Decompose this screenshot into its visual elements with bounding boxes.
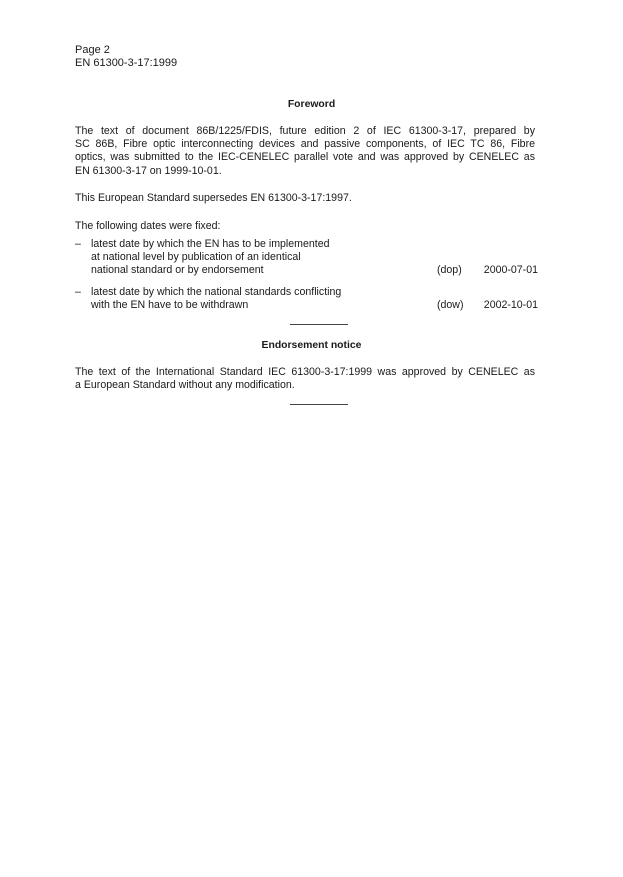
text-line: EN 61300-3-17 on 1999-10-01. bbox=[75, 164, 222, 177]
date-code: (dow) bbox=[437, 299, 464, 311]
foreword-paragraph bbox=[75, 125, 535, 178]
supersedes-paragraph: This European Standard supersedes EN 61300-3-17:1997. bbox=[75, 192, 352, 204]
dates-intro: The following dates were fixed: bbox=[75, 220, 221, 232]
text-line: optics, was submitted to the IEC-CENELEC parallel vote and was approved by CENELEC as bbox=[75, 151, 535, 164]
text-line: latest date by which the national standards conflicting bbox=[91, 286, 342, 298]
text-line: with the EN have to be withdrawn bbox=[91, 299, 249, 311]
date-value: 2000-07-01 bbox=[483, 264, 538, 276]
text-line: SC 86B, Fibre optic interconnecting devices and passive components, of IEC TC 86, Fibre bbox=[75, 138, 535, 151]
text-line: national standard or by endorsement bbox=[91, 264, 264, 276]
text-line: a European Standard without any modification. bbox=[75, 379, 295, 392]
text-line: The text of document 86B/1225/FDIS, future edition 2 of IEC 61300-3-17, prepared by bbox=[75, 125, 535, 137]
list-dash: – bbox=[75, 286, 81, 298]
date-code: (dop) bbox=[437, 264, 462, 276]
foreword-heading: Foreword bbox=[287, 99, 336, 110]
list-dash: – bbox=[75, 238, 81, 250]
text-line: latest date by which the EN has to be implemented bbox=[91, 238, 330, 250]
end-divider bbox=[290, 404, 348, 405]
endorsement-heading: Endorsement notice bbox=[261, 340, 362, 351]
page-number: Page 2 bbox=[75, 44, 110, 56]
text-line: The text of the International Standard IEC 61300-3-17:1999 was approved by CENELEC as bbox=[75, 366, 535, 378]
endorsement-paragraph bbox=[75, 366, 535, 392]
date-item-dow bbox=[75, 286, 538, 313]
standard-identifier: EN 61300-3-17:1999 bbox=[75, 57, 178, 69]
text-line: at national level by publication of an identical bbox=[91, 251, 301, 263]
date-item-dop bbox=[75, 238, 538, 278]
section-divider bbox=[290, 324, 348, 325]
date-value: 2002-10-01 bbox=[483, 299, 538, 311]
